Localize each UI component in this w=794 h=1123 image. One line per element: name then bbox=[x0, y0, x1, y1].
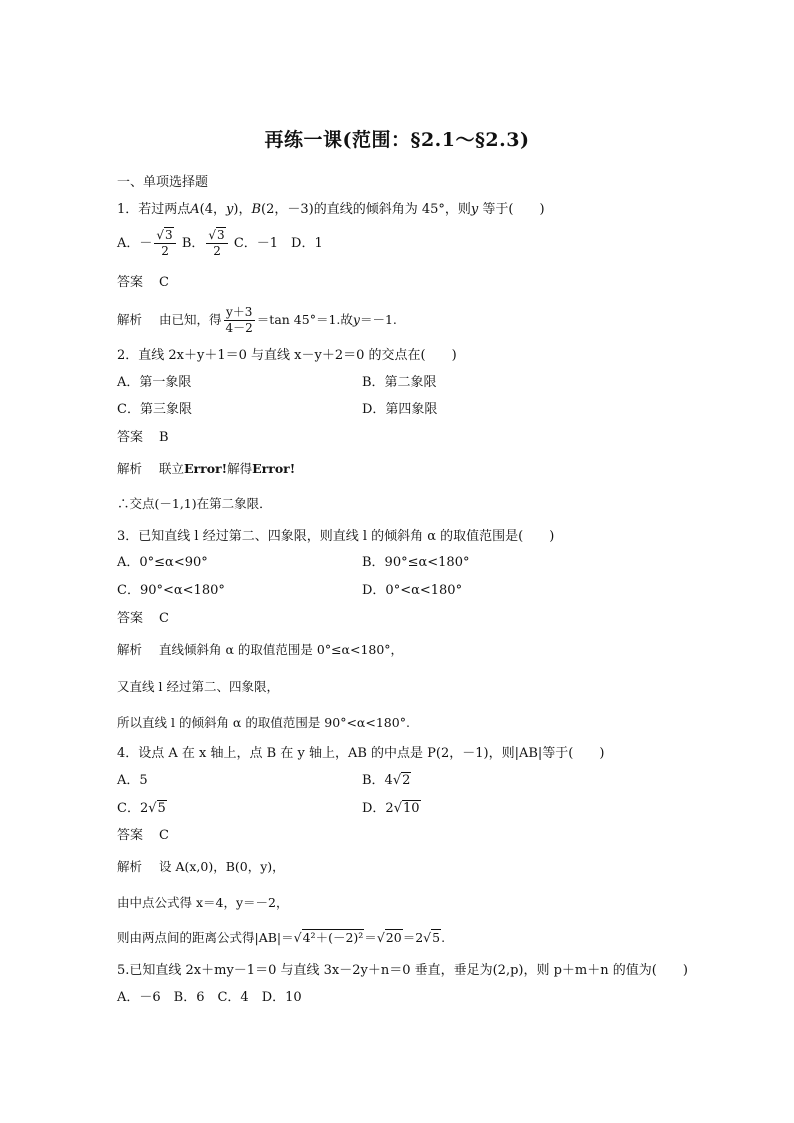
q4-stem: 4．设点 A 在 x 轴上，点 B 在 y 轴上，AB 的中点是 P(2，－1)，则|AB|等于( ) bbox=[117, 746, 605, 761]
q3-option-c: C．90°<α<180° bbox=[117, 583, 225, 598]
q1-options: A．－ $\frac{√3}{2}$ B． $\frac{√3}{2}$ C．－1 D．1 bbox=[117, 228, 323, 258]
q3-option-a: A．0°≤α<90° bbox=[117, 555, 208, 570]
q5-stem: 5.已知直线 2x＋my－1＝0 与直线 3x－2y＋n＝0 垂直，垂足为(2,p)，则 p＋m＋n 的值为( ) bbox=[117, 963, 688, 978]
q3-option-b: B．90°≤α<180° bbox=[362, 555, 470, 570]
q1-answer: 答案 C bbox=[117, 275, 169, 290]
q1-analysis-fraction: $\frac{y+3}{4-2}$ bbox=[225, 305, 253, 335]
section-heading: 一、单项选择题 bbox=[117, 175, 209, 190]
q2-option-b: B．第二象限 bbox=[362, 375, 437, 390]
q3-answer: 答案 C bbox=[117, 611, 169, 626]
q4-analysis-line3: 则由两点间的距离公式得|AB|＝√4²＋(－2)²＝√20＝2√5. bbox=[117, 930, 446, 945]
q4-option-a: A．5 bbox=[117, 773, 148, 788]
q3-option-d: D．0°<α<180° bbox=[362, 583, 463, 598]
q1-option-a-fraction: $\frac{√3}{2}$ bbox=[154, 228, 175, 259]
q3-analysis: 解析 直线倾斜角 α 的取值范围是 0°≤α<180°， bbox=[117, 642, 404, 657]
q2-option-c: C．第三象限 bbox=[117, 402, 192, 417]
q2-option-a: A．第一象限 bbox=[117, 375, 192, 390]
q2-analysis: 解析 联立Error!解得Error! bbox=[117, 461, 296, 476]
q1-analysis: 解析 由已知，得 $\frac{y+3}{4-2}$ ＝tan 45°＝1.故y＝－1. bbox=[117, 305, 397, 335]
page-title: 再练一课(范围：§2.1～§2.3) bbox=[264, 129, 530, 151]
q3-analysis-line3: 所以直线 l 的倾斜角 α 的取值范围是 90°<α<180°. bbox=[117, 715, 410, 730]
q4-answer: 答案 C bbox=[117, 828, 169, 843]
q3-stem: 3．已知直线 l 经过第二、四象限，则直线 l 的倾斜角 α 的取值范围是( ) bbox=[117, 529, 555, 544]
q4-option-c: C．2√5 bbox=[117, 801, 166, 816]
q4-option-d: D．2√10 bbox=[362, 801, 420, 816]
q2-option-d: D．第四象限 bbox=[362, 402, 438, 417]
q5-options: A．－6 B．6 C．4 D．10 bbox=[117, 990, 302, 1005]
q1-stem: 1．若过两点A(4，y)，B(2，－3)的直线的倾斜角为 45°，则y 等于( ) bbox=[117, 202, 545, 217]
q3-analysis-line2: 又直线 l 经过第二、四象限， bbox=[117, 679, 279, 694]
q1-option-b-fraction: $\frac{√3}{2}$ bbox=[206, 228, 227, 259]
q2-stem: 2．直线 2x＋y＋1＝0 与直线 x－y＋2＝0 的交点在( ) bbox=[117, 348, 457, 363]
q4-analysis: 解析 设 A(x,0)，B(0，y)， bbox=[117, 859, 285, 874]
q2-answer: 答案 B bbox=[117, 430, 169, 445]
q4-option-b: B．4√2 bbox=[362, 773, 411, 788]
q2-analysis-line2: ∴交点(－1,1)在第二象限． bbox=[117, 496, 272, 511]
q4-analysis-line2: 由中点公式得 x＝4，y＝－2， bbox=[117, 895, 289, 910]
